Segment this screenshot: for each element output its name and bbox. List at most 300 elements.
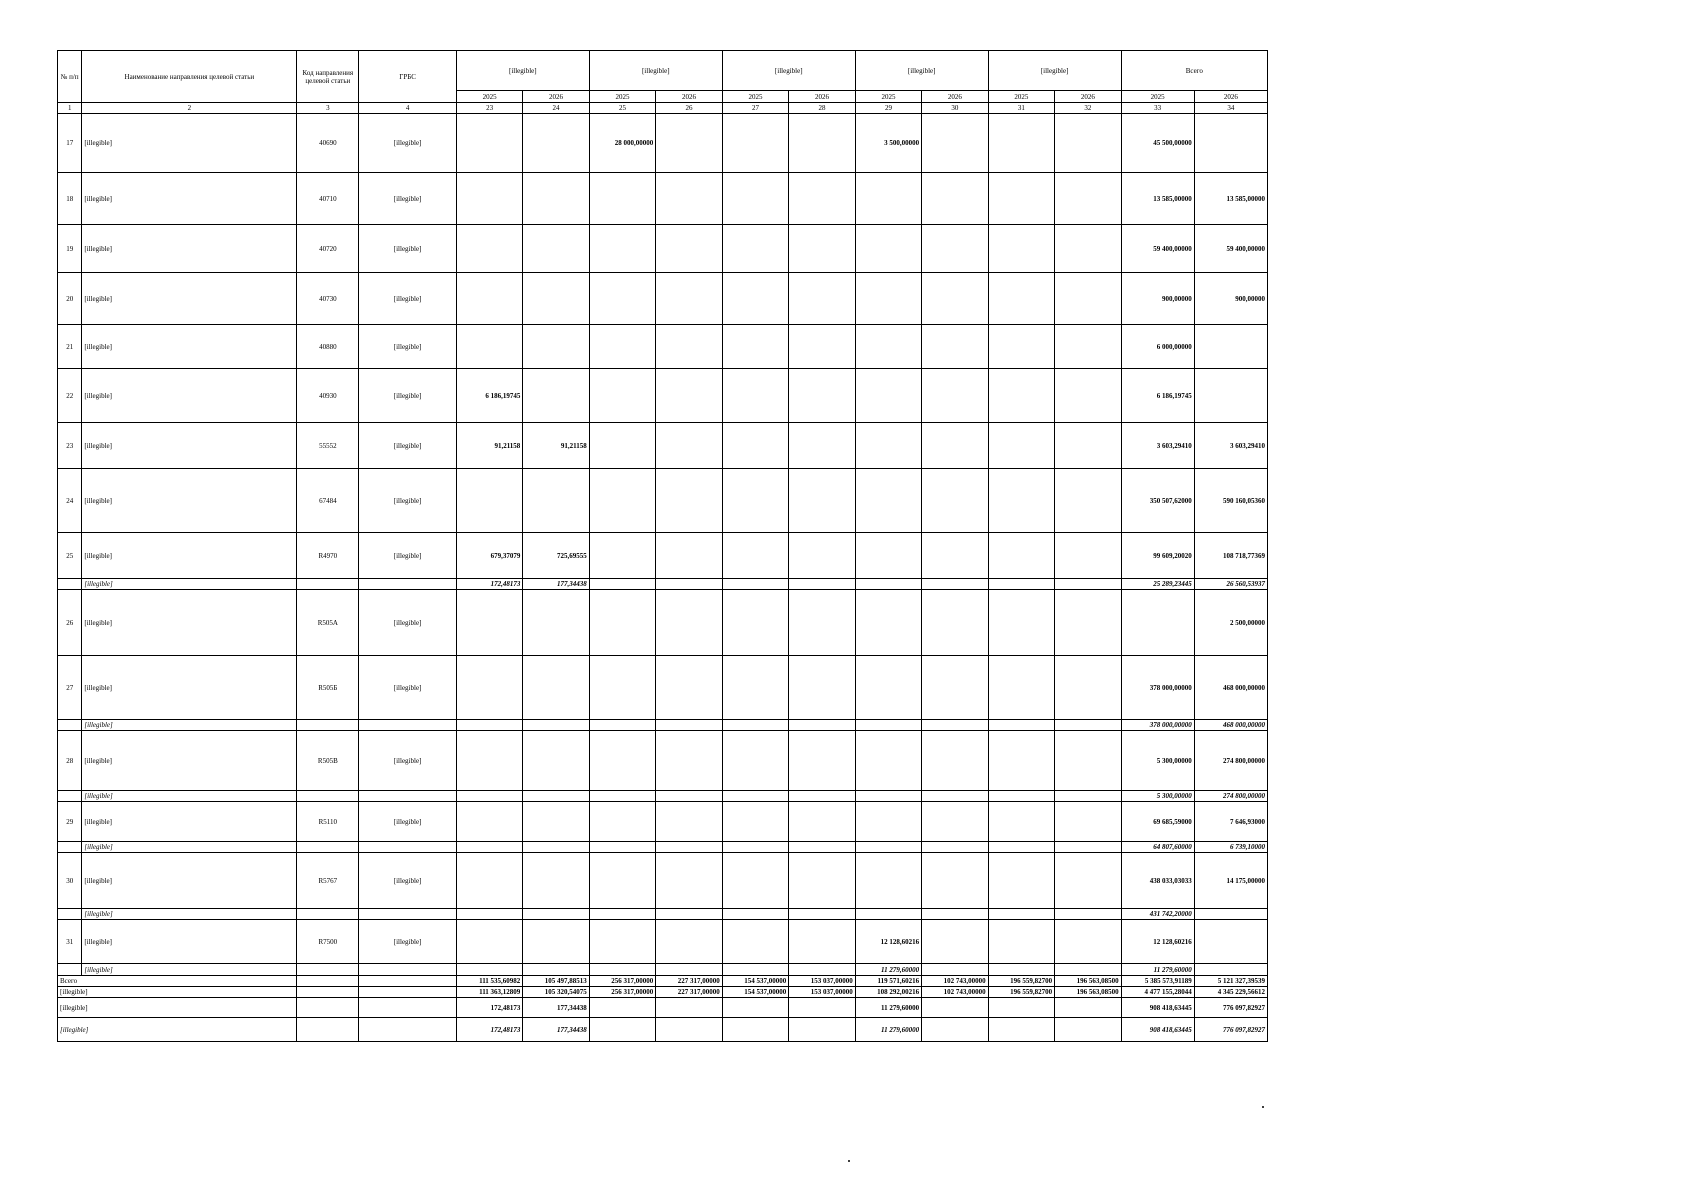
row-code: R505А [297, 590, 359, 656]
row-value [922, 173, 988, 225]
row-value [1055, 273, 1121, 325]
total-value: 177,34438 [523, 998, 589, 1018]
header-index: 24 [523, 103, 589, 114]
total-value: 908 418,63445 [1121, 998, 1194, 1018]
row-name: [illegible] [82, 920, 297, 964]
row-value [656, 423, 722, 469]
row-value [1055, 920, 1121, 964]
row-value: 11 279,60000 [855, 964, 921, 976]
row-value [789, 590, 855, 656]
row-value [855, 533, 921, 579]
row-value [855, 423, 921, 469]
row-value [1055, 533, 1121, 579]
row-value [722, 842, 788, 853]
total-value: 4 345 229,56612 [1194, 987, 1267, 998]
row-num [58, 842, 82, 853]
row-value [988, 802, 1054, 842]
row-value [589, 853, 655, 909]
row-grbs: [illegible] [359, 325, 457, 369]
row-value [855, 225, 921, 273]
row-value [855, 325, 921, 369]
row-num [58, 909, 82, 920]
row-value [988, 579, 1054, 590]
row-value [722, 469, 788, 533]
row-value [922, 114, 988, 173]
row-num [58, 720, 82, 731]
row-value [922, 656, 988, 720]
row-value [988, 590, 1054, 656]
row-value [922, 469, 988, 533]
row-value [922, 533, 988, 579]
row-value [1055, 842, 1121, 853]
total-value [922, 998, 988, 1018]
total-label: [illegible] [58, 998, 297, 1018]
row-value [656, 791, 722, 802]
row-value: 177,34438 [523, 579, 589, 590]
row-num: 29 [58, 802, 82, 842]
row-value [855, 579, 921, 590]
total-value [656, 1018, 722, 1042]
row-value [722, 423, 788, 469]
row-value [1055, 590, 1121, 656]
row-value: 11 279,60000 [1121, 964, 1194, 976]
row-value [855, 369, 921, 423]
row-value [722, 731, 788, 791]
total-value: 111 535,60982 [456, 976, 522, 987]
total-value: 153 037,00000 [789, 987, 855, 998]
total-value: 102 743,00000 [922, 987, 988, 998]
row-value [589, 720, 655, 731]
header-year: 2026 [922, 91, 988, 103]
row-grbs: [illegible] [359, 731, 457, 791]
row-value: 59 400,00000 [1194, 225, 1267, 273]
header-index: 23 [456, 103, 522, 114]
header-year: 2025 [722, 91, 788, 103]
row-value: 69 685,59000 [1121, 802, 1194, 842]
row-value [1055, 791, 1121, 802]
table-subrow-federal [58, 842, 1268, 853]
row-value [789, 173, 855, 225]
row-name: [illegible] [82, 469, 297, 533]
row-name: [illegible] [82, 842, 297, 853]
row-value [589, 225, 655, 273]
row-grbs: [illegible] [359, 173, 457, 225]
total-value: 111 363,12809 [456, 987, 522, 998]
row-value [589, 964, 655, 976]
row-value [789, 802, 855, 842]
row-value [722, 173, 788, 225]
row-value [523, 325, 589, 369]
row-value [523, 920, 589, 964]
table-subrow-federal [58, 579, 1268, 590]
total-grbs [359, 998, 457, 1018]
row-value [789, 533, 855, 579]
row-value: 6 000,00000 [1121, 325, 1194, 369]
row-value [988, 656, 1054, 720]
row-name: [illegible] [82, 114, 297, 173]
row-value [922, 802, 988, 842]
row-code: R5110 [297, 802, 359, 842]
total-value [1055, 998, 1121, 1018]
table-row [58, 325, 1268, 369]
row-value: 438 033,03033 [1121, 853, 1194, 909]
row-value [1055, 731, 1121, 791]
header-year: 2026 [1055, 91, 1121, 103]
row-value [656, 964, 722, 976]
row-value: 45 500,00000 [1121, 114, 1194, 173]
row-code: R505В [297, 731, 359, 791]
row-value [456, 791, 522, 802]
row-value [1055, 114, 1121, 173]
row-value [589, 590, 655, 656]
row-value [589, 920, 655, 964]
row-value [1055, 579, 1121, 590]
row-value [589, 579, 655, 590]
row-grbs: [illegible] [359, 273, 457, 325]
row-value [988, 791, 1054, 802]
row-value: 13 585,00000 [1121, 173, 1194, 225]
row-value [922, 853, 988, 909]
header-year: 2026 [523, 91, 589, 103]
row-value [589, 656, 655, 720]
row-value [855, 173, 921, 225]
row-value [523, 273, 589, 325]
header-index: 27 [722, 103, 788, 114]
row-value: 59 400,00000 [1121, 225, 1194, 273]
row-value [589, 369, 655, 423]
row-value: 14 175,00000 [1194, 853, 1267, 909]
row-code: R505Б [297, 656, 359, 720]
row-grbs [359, 579, 457, 590]
row-value [789, 423, 855, 469]
row-value [1194, 964, 1267, 976]
row-grbs: [illegible] [359, 802, 457, 842]
row-code: 40720 [297, 225, 359, 273]
row-grbs [359, 720, 457, 731]
row-value [722, 853, 788, 909]
row-value [523, 369, 589, 423]
total-value: 256 317,00000 [589, 976, 655, 987]
header-num: № п/п [58, 51, 82, 103]
row-value: 6 186,19745 [1121, 369, 1194, 423]
row-grbs: [illegible] [359, 369, 457, 423]
row-value: 274 800,00000 [1194, 731, 1267, 791]
row-value [722, 533, 788, 579]
row-name: [illegible] [82, 853, 297, 909]
row-value [1055, 656, 1121, 720]
row-code [297, 964, 359, 976]
row-value [523, 842, 589, 853]
row-value [988, 114, 1054, 173]
row-code: 55552 [297, 423, 359, 469]
table-row [58, 802, 1268, 842]
header-index: 29 [855, 103, 921, 114]
row-value: 6 739,10000 [1194, 842, 1267, 853]
row-value [988, 731, 1054, 791]
total-label: [illegible] [58, 987, 297, 998]
row-value [656, 173, 722, 225]
row-value [1055, 964, 1121, 976]
row-code: 40710 [297, 173, 359, 225]
row-value: 172,48173 [456, 579, 522, 590]
row-value [988, 273, 1054, 325]
row-value [922, 920, 988, 964]
row-value [656, 590, 722, 656]
header-municipality: [illegible] [988, 51, 1121, 91]
row-value [789, 579, 855, 590]
row-value [988, 325, 1054, 369]
row-value [722, 114, 788, 173]
row-grbs: [illegible] [359, 423, 457, 469]
header-municipality: Всего [1121, 51, 1267, 91]
row-value [722, 909, 788, 920]
table-total-row [58, 987, 1268, 998]
row-value [589, 325, 655, 369]
row-name: [illegible] [82, 325, 297, 369]
header-index: 30 [922, 103, 988, 114]
row-value [1055, 369, 1121, 423]
row-value [523, 791, 589, 802]
table-total-row [58, 1018, 1268, 1042]
row-value [922, 964, 988, 976]
row-value [523, 656, 589, 720]
row-value [523, 173, 589, 225]
row-value: 350 507,62000 [1121, 469, 1194, 533]
header-index: 28 [789, 103, 855, 114]
row-code: 40730 [297, 273, 359, 325]
row-value [456, 273, 522, 325]
total-value: 172,48173 [456, 1018, 522, 1042]
row-value [789, 842, 855, 853]
row-num: 17 [58, 114, 82, 173]
row-value [589, 423, 655, 469]
row-value: 28 000,00000 [589, 114, 655, 173]
total-value: 776 097,82927 [1194, 1018, 1267, 1042]
row-value [855, 590, 921, 656]
table-row [58, 533, 1268, 579]
row-value [456, 720, 522, 731]
row-value: 25 289,23445 [1121, 579, 1194, 590]
row-code: 40690 [297, 114, 359, 173]
row-value: 378 000,00000 [1121, 720, 1194, 731]
row-num: 31 [58, 920, 82, 964]
header-municipality: [illegible] [589, 51, 722, 91]
row-value [589, 909, 655, 920]
header-municipality: [illegible] [456, 51, 589, 91]
row-value [523, 720, 589, 731]
row-value [1055, 802, 1121, 842]
row-name: [illegible] [82, 173, 297, 225]
row-value [523, 590, 589, 656]
row-value [523, 853, 589, 909]
row-value [656, 731, 722, 791]
row-value [656, 579, 722, 590]
total-value [922, 1018, 988, 1042]
row-value [523, 964, 589, 976]
row-value [1055, 469, 1121, 533]
row-num: 30 [58, 853, 82, 909]
row-value [988, 720, 1054, 731]
total-value [722, 1018, 788, 1042]
row-grbs: [illegible] [359, 533, 457, 579]
header-index: 1 [58, 103, 82, 114]
total-code [297, 1018, 359, 1042]
row-value [656, 533, 722, 579]
total-value [789, 998, 855, 1018]
header-year: 2025 [589, 91, 655, 103]
total-value: 256 317,00000 [589, 987, 655, 998]
row-value [789, 964, 855, 976]
total-value: 11 279,60000 [855, 1018, 921, 1042]
row-value [456, 853, 522, 909]
row-value [456, 920, 522, 964]
row-value [589, 791, 655, 802]
row-value [456, 802, 522, 842]
row-value: 26 560,53937 [1194, 579, 1267, 590]
row-value [988, 964, 1054, 976]
row-value [855, 469, 921, 533]
row-value [789, 469, 855, 533]
row-value [589, 731, 655, 791]
row-value [656, 225, 722, 273]
header-index: 3 [297, 103, 359, 114]
row-name: [illegible] [82, 964, 297, 976]
row-value [722, 325, 788, 369]
header-index: 31 [988, 103, 1054, 114]
row-name: [illegible] [82, 791, 297, 802]
row-value [789, 920, 855, 964]
row-value [789, 325, 855, 369]
total-value: 227 317,00000 [656, 976, 722, 987]
row-value [656, 656, 722, 720]
row-code [297, 720, 359, 731]
row-value: 13 585,00000 [1194, 173, 1267, 225]
table-row [58, 273, 1268, 325]
row-value: 5 300,00000 [1121, 791, 1194, 802]
total-value [656, 998, 722, 1018]
table-row [58, 173, 1268, 225]
row-value [656, 325, 722, 369]
total-value: 108 292,00216 [855, 987, 921, 998]
table-row [58, 225, 1268, 273]
total-value [589, 1018, 655, 1042]
row-value [523, 731, 589, 791]
row-value [855, 853, 921, 909]
budget-table [57, 50, 1268, 1042]
header-municipality: [illegible] [855, 51, 988, 91]
table-row [58, 114, 1268, 173]
total-value: 776 097,82927 [1194, 998, 1267, 1018]
row-value: 99 609,20020 [1121, 533, 1194, 579]
row-name: [illegible] [82, 909, 297, 920]
total-value [988, 1018, 1054, 1042]
row-grbs: [illegible] [359, 656, 457, 720]
table-total-row [58, 976, 1268, 987]
table-row [58, 853, 1268, 909]
header-grbs: ГРБС [359, 51, 457, 103]
row-code: 40930 [297, 369, 359, 423]
row-value [456, 731, 522, 791]
row-num: 27 [58, 656, 82, 720]
row-name: [illegible] [82, 423, 297, 469]
header-year: 2026 [1194, 91, 1267, 103]
row-value [656, 802, 722, 842]
row-value [456, 173, 522, 225]
table-row [58, 369, 1268, 423]
total-value: 4 477 155,28044 [1121, 987, 1194, 998]
row-value [456, 469, 522, 533]
total-value: 227 317,00000 [656, 987, 722, 998]
row-value [789, 731, 855, 791]
row-value [656, 369, 722, 423]
row-value [855, 656, 921, 720]
row-value: 12 128,60216 [855, 920, 921, 964]
row-value [656, 469, 722, 533]
row-value [456, 590, 522, 656]
row-value: 7 646,93000 [1194, 802, 1267, 842]
row-num: 20 [58, 273, 82, 325]
row-value [722, 225, 788, 273]
total-grbs [359, 1018, 457, 1042]
row-value: 91,21158 [456, 423, 522, 469]
row-num: 18 [58, 173, 82, 225]
total-label: Всего [58, 976, 297, 987]
row-value [922, 791, 988, 802]
total-code [297, 976, 359, 987]
row-value [656, 853, 722, 909]
header-index: 32 [1055, 103, 1121, 114]
row-value [855, 791, 921, 802]
total-code [297, 998, 359, 1018]
row-value [456, 114, 522, 173]
row-value [988, 842, 1054, 853]
row-grbs: [illegible] [359, 114, 457, 173]
row-value [1055, 225, 1121, 273]
table-subrow-federal [58, 909, 1268, 920]
row-value [456, 842, 522, 853]
row-value: 900,00000 [1121, 273, 1194, 325]
row-value [789, 369, 855, 423]
header-index: 34 [1194, 103, 1267, 114]
header-year: 2025 [1121, 91, 1194, 103]
row-grbs: [illegible] [359, 920, 457, 964]
scan-speck [1262, 1106, 1264, 1108]
total-grbs [359, 987, 457, 998]
row-num: 24 [58, 469, 82, 533]
row-value: 91,21158 [523, 423, 589, 469]
row-value [922, 423, 988, 469]
row-value [722, 369, 788, 423]
header-year: 2025 [988, 91, 1054, 103]
row-value [1055, 423, 1121, 469]
header-year: 2026 [789, 91, 855, 103]
total-value: 908 418,63445 [1121, 1018, 1194, 1042]
row-grbs [359, 791, 457, 802]
row-value [589, 533, 655, 579]
row-value [656, 909, 722, 920]
row-value: 3 603,29410 [1121, 423, 1194, 469]
total-value: 196 563,08500 [1055, 987, 1121, 998]
header-code: Код направления целевой статьи [297, 51, 359, 103]
row-value: 6 186,19745 [456, 369, 522, 423]
row-value [922, 842, 988, 853]
row-num: 25 [58, 533, 82, 579]
row-code: R7500 [297, 920, 359, 964]
row-value [922, 731, 988, 791]
row-value [589, 842, 655, 853]
total-value [722, 998, 788, 1018]
total-value [789, 1018, 855, 1042]
